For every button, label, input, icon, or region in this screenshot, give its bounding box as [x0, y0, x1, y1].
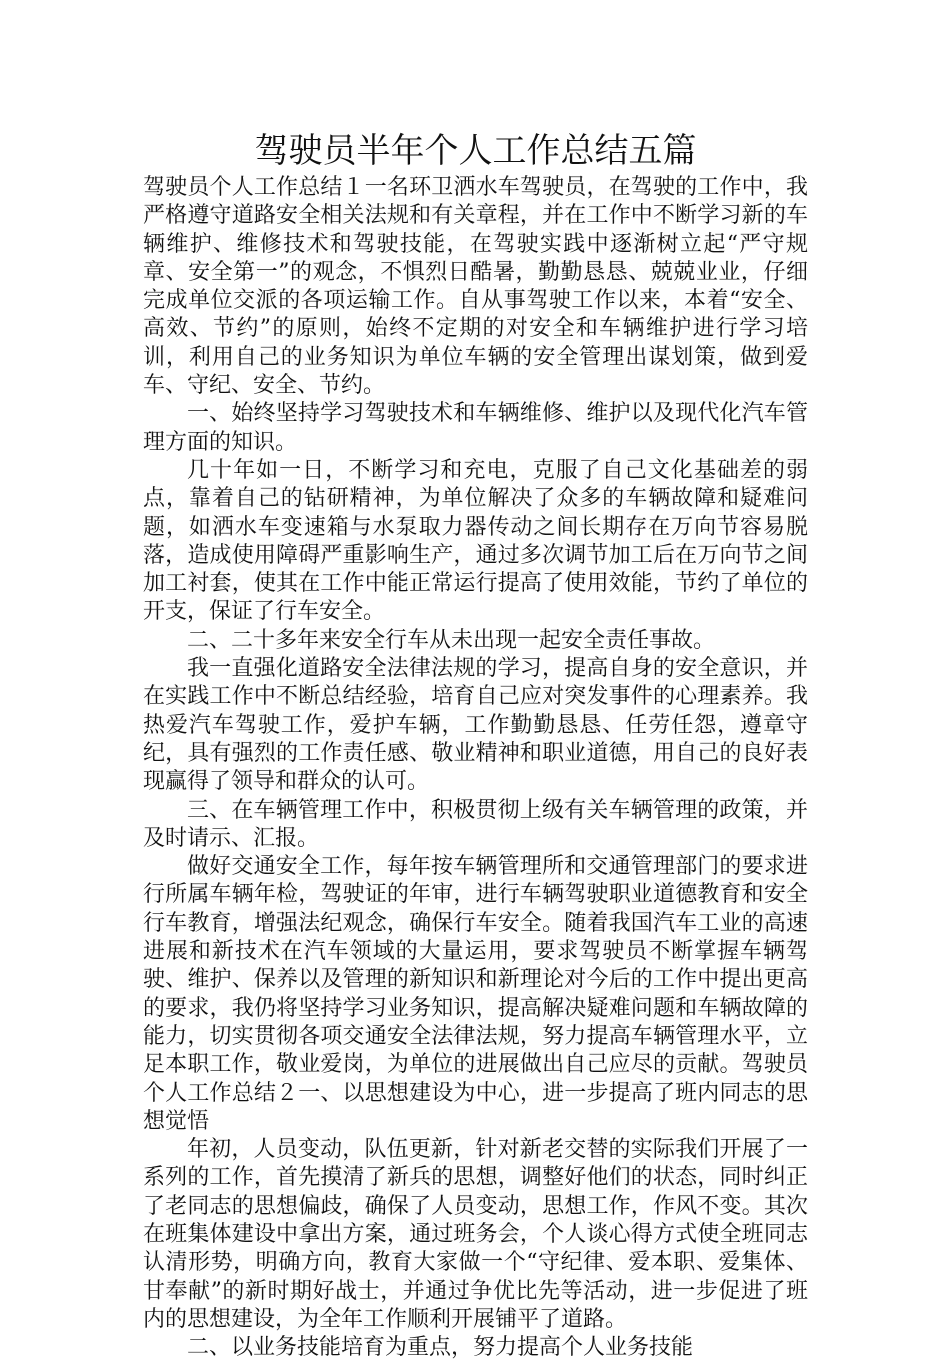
paragraph-body-3: 做好交通安全工作，每年按车辆管理所和交通管理部门的要求进行所属车辆年检，驾驶证的年审，进行车辆驾驶职业道德教育和安全行车教育，增强法纪观念，确保行车安全。随着我国汽车工业的高速进展和新技术在汽车领域的大量运用，要求驾驶员不断掌握车辆驾驶、维护、保养以及管理的新知识和新理论对今后的工作中提出更高的要求，我仍将坚持学习业务知识，提高解决疑难问题和车辆故障的能力，切实贯彻各项交通安全法律法规，努力提高车辆管理水平，立足本职工作，敬业爱岗，为单位的进展做出自己应尽的贡献。驾驶员个人工作总结２一、以思想建设为中心，进一步提高了班内同志的思想觉悟 [143, 854, 808, 1134]
paragraph-heading-4: 二、以业务技能培育为重点，努力提高个人业务技能 [187, 1335, 694, 1361]
paragraph-body-4: 年初，人员变动，队伍更新，针对新老交替的实际我们开展了一系列的工作，首先摸清了新兵的思想，调整好他们的状态，同时纠正了老同志的思想偏歧，确保了人员变动，思想工作，作风不变。其次在班集体建设中拿出方案，通过班务会，个人谈心得方式使全班同志认清形势，明确方向，教育大家做一个“守纪律、爱本职、爱集体、甘奉献”的新时期好战士，并通过争优比先等活动，进一步促进了班内的思想建设，为全年工作顺利开展铺平了道路。 [143, 1137, 808, 1332]
paragraph-body-1: 几十年如一日，不断学习和充电，克服了自己文化基础差的弱点，靠着自己的钻研精神，为单位解决了众多的车辆故障和疑难问题，如洒水车变速箱与水泵取力器传动之间长期存在万向节容易脱落，造成使用障碍严重影响生产，通过多次调节加工后在万向节之间加工衬套，使其在工作中能正常运行提高了使用效能，节约了单位的开支，保证了行车安全。 [143, 457, 808, 625]
paragraph-heading-3: 三、在车辆管理工作中，积极贯彻上级有关车辆管理的政策，并及时请示、汇报。 [143, 797, 808, 851]
document-title: 驾驶员半年个人工作总结五篇 [254, 131, 697, 171]
document-page [143, 128, 808, 1362]
paragraph-heading-2: 二、二十多年来安全行车从未出现一起安全责任事故。 [187, 627, 716, 653]
paragraph-intro: 驾驶员个人工作总结１一名环卫洒水车驾驶员，在驾驶的工作中，我严格遵守道路安全相关法规和有关章程，并在工作中不断学习新的车辆维护、维修技术和驾驶技能，在驾驶实践中逐渐树立起“严守规章、安全第一”的观念，不惧烈日酷暑，勤勤恳恳、兢兢业业，仔细完成单位交派的各项运输工作。自从事驾驶工作以来，本着“安全、高效、节约”的原则，始终不定期的对安全和车辆维护进行学习培训，利用自己的业务知识为单位车辆的安全管理出谋划策，做到爱车、守纪、安全、节约。 [143, 175, 808, 399]
paragraph-heading-1: 一、始终坚持学习驾驶技术和车辆维修、维护以及现代化汽车管理方面的知识。 [143, 401, 808, 455]
paragraph-body-2: 我一直强化道路安全法律法规的学习，提高自身的安全意识，并在实践工作中不断总结经验，培育自己应对突发事件的心理素养。我热爱汽车驾驶工作，爱护车辆，工作勤勤恳恳、任劳任怨，遵章守纪，具有强烈的工作责任感、敬业精神和职业道德，用自己的良好表现赢得了领导和群众的认可。 [143, 656, 808, 795]
